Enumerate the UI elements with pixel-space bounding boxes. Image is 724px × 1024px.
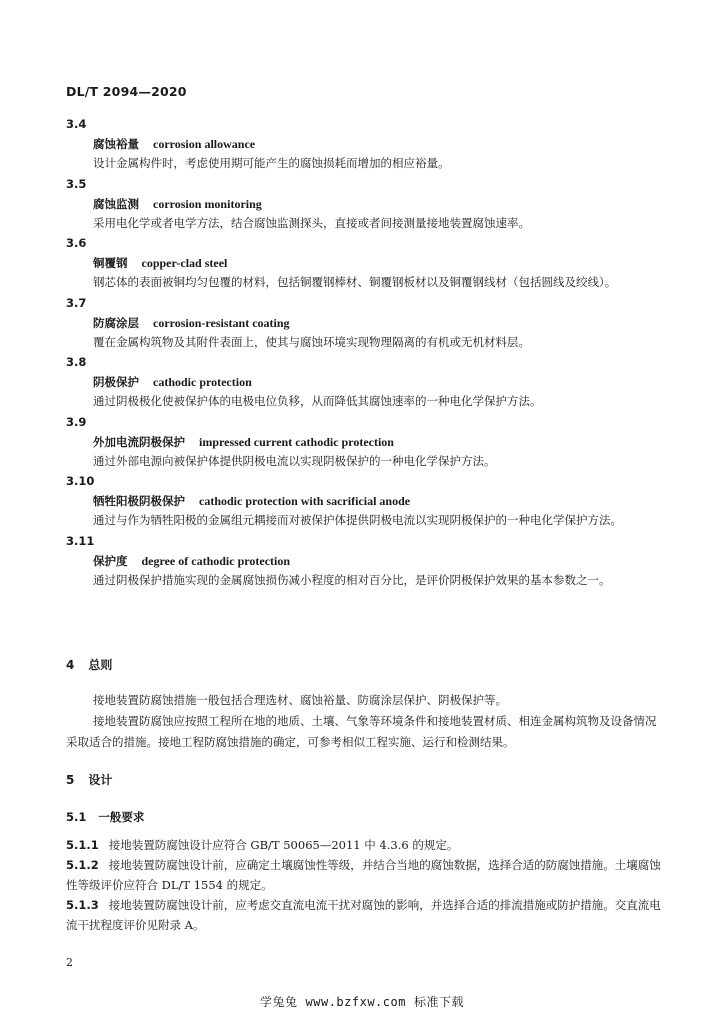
term-definition: 钢芯体的表面被铜均匀包覆的材料，包括铜覆钢棒材、铜覆钢板材以及铜覆钢线材（包括圆线及绞线）。 — [93, 275, 617, 289]
subsection-heading — [66, 809, 144, 825]
term-number: 3.4 — [66, 117, 87, 131]
terms-list — [66, 114, 666, 590]
term-entry — [66, 293, 666, 353]
footer-url: www.bzfxw.com — [305, 995, 406, 1009]
term-en: corrosion monitoring — [153, 196, 262, 211]
page-number: 2 — [66, 956, 73, 969]
term-entry — [66, 233, 666, 293]
clause — [66, 895, 666, 935]
term-title — [66, 194, 666, 214]
section-heading-design — [66, 771, 112, 788]
section-number: 4 — [66, 658, 75, 672]
term-title — [66, 313, 666, 333]
footer-label: 标准下载 — [413, 995, 464, 1009]
clause-text: 接地装置防腐蚀设计前，应确定土壤腐蚀性等级，并结合当地的腐蚀数据，选择合适的防腐蚀措施。土壤腐蚀性等级评价应符合 DL/T 1554 的规定。 — [66, 858, 661, 892]
term-number: 3.6 — [66, 236, 87, 250]
term-number: 3.5 — [66, 176, 87, 191]
term-zh: 腐蚀裕量 — [93, 137, 139, 151]
term-zh: 腐蚀监测 — [93, 196, 139, 211]
footer-watermark — [0, 993, 724, 1010]
term-definition: 采用电化学或者电学方法，结合腐蚀监测探头，直接或者间接测量接地装置腐蚀速率。 — [93, 215, 530, 230]
term-number: 3.8 — [66, 355, 87, 369]
term-zh: 阴极保护 — [93, 375, 139, 389]
footer-site-name: 学兔兔 — [260, 995, 298, 1009]
term-entry — [66, 471, 666, 531]
clause-text: 接地装置防腐蚀设计应符合 GB/T 50065—2011 中 4.3.6 的规定。 — [108, 838, 459, 852]
term-zh: 铜覆钢 — [93, 256, 128, 270]
term-entry — [66, 531, 666, 591]
term-zh: 防腐涂层 — [93, 315, 139, 330]
term-en: degree of cathodic protection — [141, 553, 291, 568]
term-number: 3.7 — [66, 295, 87, 310]
paragraph: 接地装置防腐蚀措施一般包括合理选材、腐蚀裕量、防腐涂层保护、阴极保护等。 — [93, 693, 507, 707]
term-definition: 通过外部电源向被保护体提供阴极电流以实现阴极保护的一种电化学保护方法。 — [93, 453, 496, 468]
term-title — [66, 491, 666, 511]
clause-number: 5.1.1 — [66, 838, 99, 852]
term-entry — [66, 114, 666, 174]
term-number: 3.10 — [66, 474, 95, 488]
term-en: cathodic protection — [153, 375, 252, 389]
section-title: 总则 — [88, 658, 113, 672]
subsection-number: 5.1 — [66, 810, 87, 824]
clause — [66, 855, 666, 895]
clause — [66, 835, 666, 855]
term-entry — [66, 412, 666, 472]
term-en: corrosion-resistant coating — [153, 315, 290, 330]
term-zh: 外加电流阴极保护 — [93, 434, 185, 449]
term-en: impressed current cathodic protection — [199, 434, 394, 449]
term-en: copper-clad steel — [141, 256, 228, 270]
term-zh: 保护度 — [93, 553, 128, 568]
section-title: 设计 — [88, 773, 113, 787]
document-code: DL/T 2094—2020 — [66, 84, 187, 99]
term-title — [66, 432, 666, 452]
section-heading-general — [66, 656, 112, 673]
section-number: 5 — [66, 773, 75, 787]
term-title — [66, 551, 666, 571]
clause-text: 接地装置防腐蚀设计前，应考虑交直流电流干扰对腐蚀的影响，并选择合适的排流措施或防护措施。交直流电流干扰程度评价见附录 A。 — [66, 898, 661, 932]
paragraph: 接地装置防腐蚀应按照工程所在地的地质、土壤、气象等环境条件和接地装置材质、相连金属构筑物及设备情况采取适合的措施。接地工程防腐蚀措施的确定，可参考相似工程实施、运行和检测结果。 — [66, 714, 657, 749]
term-title — [66, 253, 666, 273]
clause-number: 5.1.2 — [66, 858, 99, 872]
term-entry — [66, 174, 666, 234]
term-definition: 设计金属构件时，考虑使用期可能产生的腐蚀损耗而增加的相应裕量。 — [93, 156, 450, 170]
term-entry — [66, 352, 666, 412]
term-en: corrosion allowance — [153, 137, 256, 151]
subsection-title: 一般要求 — [98, 810, 145, 824]
term-en: cathodic protection with sacrificial anode — [199, 494, 411, 508]
term-definition: 覆在金属构筑物及其附件表面上，使其与腐蚀环境实现物理隔离的有机或无机材料层。 — [93, 334, 530, 349]
term-number: 3.9 — [66, 414, 87, 429]
term-definition: 通过阴极极化使被保护体的电极电位负移，从而降低其腐蚀速率的一种电化学保护方法。 — [93, 394, 542, 408]
clause-number: 5.1.3 — [66, 898, 99, 912]
term-definition: 通过阴极保护措施实现的金属腐蚀损伤减小程度的相对百分比，是评价阴极保护效果的基本参数之一。 — [93, 572, 611, 587]
term-title — [66, 372, 666, 392]
term-title — [66, 134, 666, 154]
term-number: 3.11 — [66, 533, 95, 548]
term-zh: 牺牲阳极阴极保护 — [93, 494, 185, 508]
term-definition: 通过与作为牺牲阳极的金属组元耦接而对被保护体提供阴极电流以实现阴极保护的一种电化学保护方法。 — [93, 513, 622, 527]
